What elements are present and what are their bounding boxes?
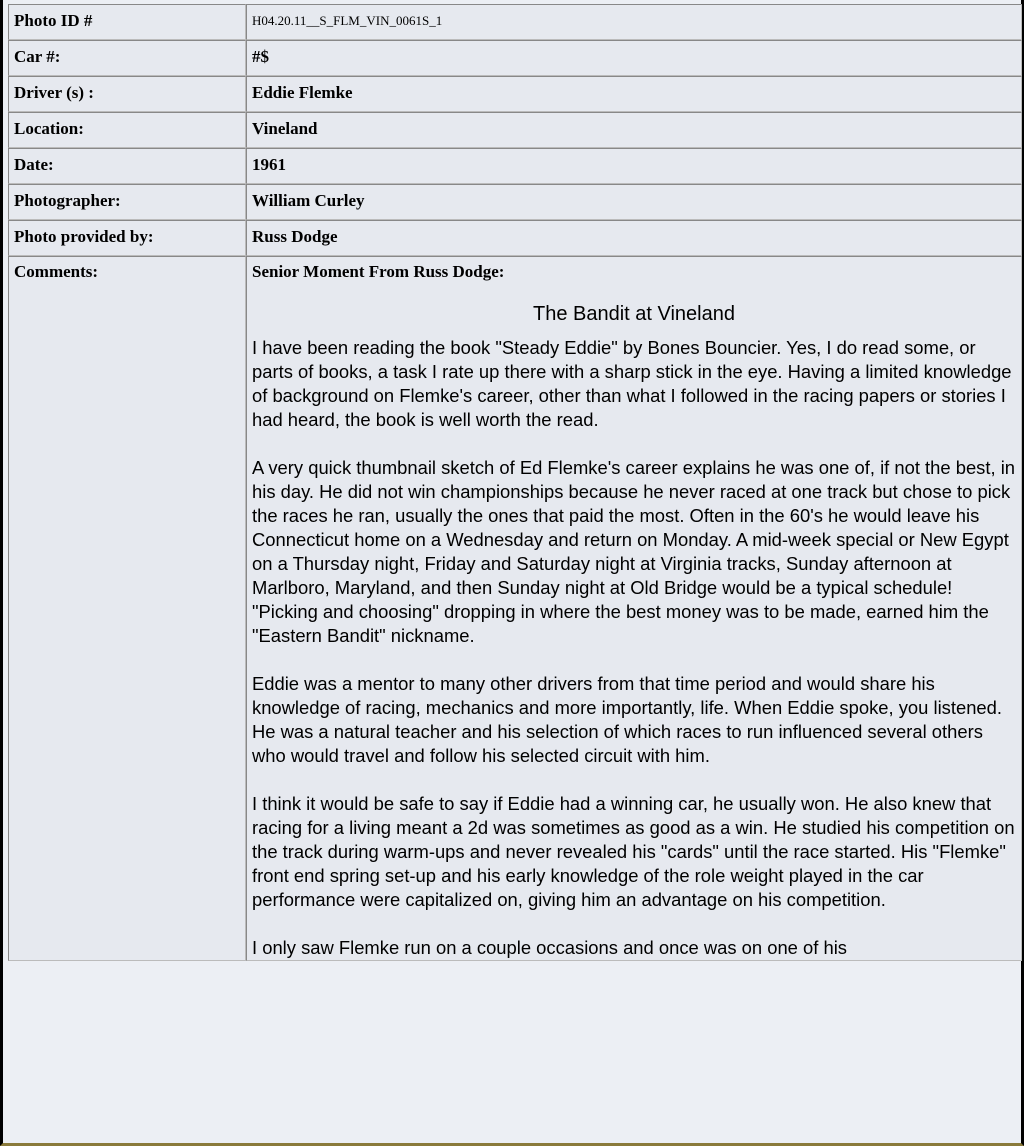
row-location	[8, 112, 1022, 148]
comments-cell	[246, 256, 1022, 961]
car-number-value: #$	[246, 40, 1022, 76]
article-paragraph: I think it would be safe to say if Eddie had a winning car, he usually won. He also knew that racing for a living meant a 2d was sometimes as good as a win. He studied his competition on the track during warm-ups and never revealed his "cards" until the race started. His "Flemke" front end spring set-up and his early knowledge of the role weight played in the car performance were capitalized on, giving him an advantage on his competition.	[252, 793, 1015, 910]
location-label: Location:	[8, 112, 246, 148]
row-comments	[8, 256, 1022, 961]
row-photographer	[8, 184, 1022, 220]
article-paragraph: I only saw Flemke run on a couple occasions and once was on one of his	[252, 937, 847, 958]
driver-label: Driver (s) :	[8, 76, 246, 112]
comments-body	[252, 257, 1016, 960]
car-number-label: Car #:	[8, 40, 246, 76]
photo-id-value: H04.20.11__S_FLM_VIN_0061S_1	[246, 4, 1022, 40]
article-title: The Bandit at Vineland	[532, 303, 735, 325]
location-value: Vineland	[246, 112, 1022, 148]
row-date	[8, 148, 1022, 184]
photo-provided-by-label: Photo provided by:	[8, 220, 246, 256]
article-paragraph: Eddie was a mentor to many other drivers from that time period and would share his knowledge of racing, mechanics and more importantly, life. When Eddie spoke, you listened. He was a natural teacher and his selection of which races to run influenced several others who would travel and follow his selected circuit with him.	[252, 673, 1002, 766]
comments-heading: Senior Moment From Russ Dodge:	[252, 262, 505, 281]
row-photo-id	[8, 4, 1022, 40]
driver-value: Eddie Flemke	[246, 76, 1022, 112]
row-driver	[8, 76, 1022, 112]
row-photo-provided-by	[8, 220, 1022, 256]
photo-provided-by-value: Russ Dodge	[246, 220, 1022, 256]
article-paragraph: A very quick thumbnail sketch of Ed Flemke's career explains he was one of, if not the best, in his day. He did not win championships because he never raced at one track but chose to pick the races he ran, usually the ones that paid the most. Often in the 60's he would leave his Connecticut home on a Wednesday and return on Monday. A mid-week special or New Egypt on a Thursday night, Friday and Saturday night at Virginia tracks, Sunday afternoon at Marlboro, Maryland, and then Sunday night at Old Bridge would be a typical schedule! "Picking and choosing" dropping in where the best money was to be made, earned him the "Eastern Bandit" nickname.	[252, 457, 1016, 646]
photographer-value: William Curley	[246, 184, 1022, 220]
photographer-label: Photographer:	[8, 184, 246, 220]
article-paragraph: I have been reading the book "Steady Eddie" by Bones Bouncier. Yes, I do read some, or parts of books, a task I rate up there with a sharp stick in the eye. Having a limited knowledge of background on Flemke's career, other than what I followed in the racing papers or stories I had heard, the book is well worth the read.	[252, 337, 1012, 430]
photo-id-label: Photo ID #	[8, 4, 246, 40]
photo-info-table	[8, 4, 1022, 961]
comments-label: Comments:	[8, 256, 246, 961]
date-value: 1961	[246, 148, 1022, 184]
row-car-number	[8, 40, 1022, 76]
date-label: Date:	[8, 148, 246, 184]
